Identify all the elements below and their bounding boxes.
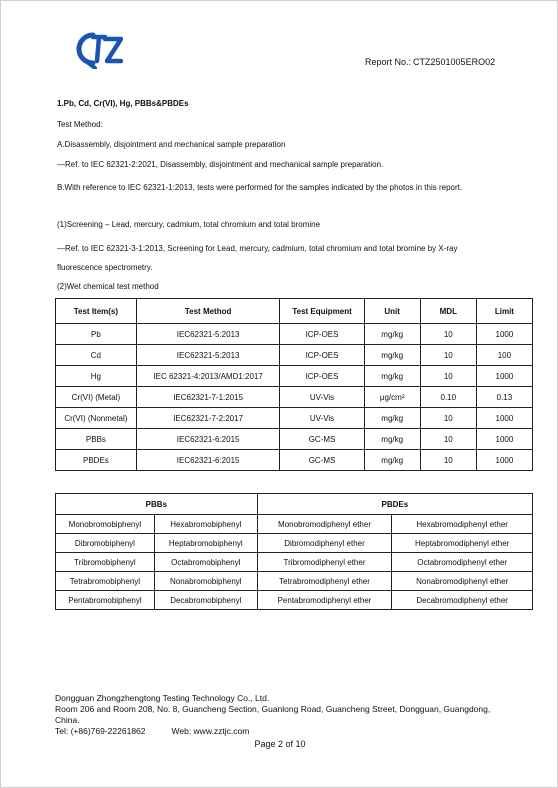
- table-cell: Heptabromodiphenyl ether: [392, 534, 533, 553]
- company-logo: [71, 29, 123, 69]
- table-row: [56, 534, 533, 553]
- table-cell: Dibromodiphenyl ether: [257, 534, 392, 553]
- table-cell: Pb: [56, 324, 137, 345]
- table-cell: Hexabromobiphenyl: [154, 515, 257, 534]
- table-row: [56, 345, 533, 366]
- contact-line: [55, 726, 505, 737]
- table-cell: mg/kg: [364, 345, 420, 366]
- method-a: A.Disassembly, disjointment and mechanical sample preparation: [57, 140, 286, 149]
- website: Web: www.zztjc.com: [171, 726, 250, 736]
- page-footer: [55, 693, 505, 737]
- table-cell: PBDEs: [56, 450, 137, 471]
- table-cell: IEC62321-6:2015: [136, 429, 280, 450]
- table-cell: mg/kg: [364, 324, 420, 345]
- company-name: Dongguan Zhongzhengtong Testing Technology Co., Ltd.: [55, 693, 270, 703]
- table-cell: mg/kg: [364, 408, 420, 429]
- table-cell: Tetrabromobiphenyl: [56, 572, 155, 591]
- table-cell: mg/kg: [364, 429, 420, 450]
- report-number-value: CTZ2501005ERO02: [413, 57, 496, 67]
- table-cell: mg/kg: [364, 366, 420, 387]
- table-row: [56, 387, 533, 408]
- table-cell: Decabromodiphenyl ether: [392, 591, 533, 610]
- table-cell: UV-Vis: [280, 387, 364, 408]
- table-cell: 1000: [476, 324, 532, 345]
- table-row: [56, 553, 533, 572]
- column-header: PBBs: [56, 494, 258, 515]
- table-cell: 10: [420, 366, 476, 387]
- table-cell: 0.13: [476, 387, 532, 408]
- column-header: PBDEs: [257, 494, 532, 515]
- table-header-row: [56, 299, 533, 324]
- column-header: Test Item(s): [56, 299, 137, 324]
- table-cell: 1000: [476, 450, 532, 471]
- column-header: Test Equipment: [280, 299, 364, 324]
- column-header: MDL: [420, 299, 476, 324]
- table-cell: μg/cm²: [364, 387, 420, 408]
- table-cell: Decabromobiphenyl: [154, 591, 257, 610]
- table-cell: IEC62321-7-1:2015: [136, 387, 280, 408]
- table-cell: Pentabromodiphenyl ether: [257, 591, 392, 610]
- table-cell: Cr(VI) (Metal): [56, 387, 137, 408]
- table-cell: 10: [420, 324, 476, 345]
- column-header: Unit: [364, 299, 420, 324]
- table-cell: ICP-OES: [280, 324, 364, 345]
- table-row: [56, 591, 533, 610]
- table-row: [56, 450, 533, 471]
- table-cell: IEC 62321-4:2013/AMD1:2017: [136, 366, 280, 387]
- test-method-section: [57, 99, 503, 291]
- telephone: Tel: (+86)769-22261862: [55, 726, 146, 736]
- column-header: Test Method: [136, 299, 280, 324]
- screening-method: (1)Screening – Lead, mercury, cadmium, total chromium and total bromine: [57, 220, 321, 229]
- test-method-label: Test Method:: [57, 120, 103, 129]
- report-number-label: Report No.:: [365, 57, 412, 67]
- table-row: [56, 408, 533, 429]
- table-row: [56, 429, 533, 450]
- table-cell: Tetrabromodiphenyl ether: [257, 572, 392, 591]
- table-cell: 1000: [476, 366, 532, 387]
- table-header-row: [56, 494, 533, 515]
- table-cell: IEC62321-5:2013: [136, 345, 280, 366]
- table-cell: Tribromobiphenyl: [56, 553, 155, 572]
- company-address: Room 206 and Room 208, No. 8, Guancheng Section, Guanlong Road, Guancheng Street, Dongguan, Guangdong, China.: [55, 704, 491, 725]
- table-cell: IEC62321-7-2:2017: [136, 408, 280, 429]
- table-cell: Octabromobiphenyl: [154, 553, 257, 572]
- table-cell: Hg: [56, 366, 137, 387]
- table-cell: Nonabromobiphenyl: [154, 572, 257, 591]
- table-row: [56, 515, 533, 534]
- table-cell: 10: [420, 429, 476, 450]
- table-row: [56, 366, 533, 387]
- report-number: [363, 57, 495, 67]
- table-cell: Tribromodiphenyl ether: [257, 553, 392, 572]
- table-cell: Dibromobiphenyl: [56, 534, 155, 553]
- table-cell: 100: [476, 345, 532, 366]
- test-items-table: [55, 298, 533, 471]
- table-cell: ICP-OES: [280, 366, 364, 387]
- table-cell: GC-MS: [280, 429, 364, 450]
- section-heading: 1.Pb, Cd, Cr(VI), Hg, PBBs&PBDEs: [57, 99, 189, 108]
- table-row: [56, 572, 533, 591]
- table-cell: Cr(VI) (Nonmetal): [56, 408, 137, 429]
- table-cell: mg/kg: [364, 450, 420, 471]
- table-cell: ICP-OES: [280, 345, 364, 366]
- compound-table: [55, 493, 533, 610]
- table-cell: Pentabromobiphenyl: [56, 591, 155, 610]
- table-cell: Cd: [56, 345, 137, 366]
- wet-chemical-method: (2)Wet chemical test method: [57, 282, 159, 291]
- table-cell: IEC62321-5:2013: [136, 324, 280, 345]
- table-cell: Hexabromodiphenyl ether: [392, 515, 533, 534]
- table-cell: GC-MS: [280, 450, 364, 471]
- table-cell: 10: [420, 345, 476, 366]
- method-b: B.With reference to IEC 62321-1:2013, tests were performed for the samples indicated by the photos in this report.: [57, 183, 463, 192]
- table-cell: Nonabromodiphenyl ether: [392, 572, 533, 591]
- table-cell: 0.10: [420, 387, 476, 408]
- table-cell: Monobromobiphenyl: [56, 515, 155, 534]
- table-cell: UV-Vis: [280, 408, 364, 429]
- table-cell: Monobromodiphenyl ether: [257, 515, 392, 534]
- table-cell: 10: [420, 450, 476, 471]
- column-header: Limit: [476, 299, 532, 324]
- table-cell: 10: [420, 408, 476, 429]
- table-row: [56, 324, 533, 345]
- table-cell: 1000: [476, 429, 532, 450]
- table-cell: 1000: [476, 408, 532, 429]
- table-cell: IEC62321-6:2015: [136, 450, 280, 471]
- table-cell: PBBs: [56, 429, 137, 450]
- screening-reference: —Ref. to IEC 62321-3-1:2013, Screening for Lead, mercury, cadmium, total chromium and total bromine by X-ray fluorescence spectrometry.: [57, 244, 458, 272]
- method-a-reference: —Ref. to IEC 62321-2:2021, Disassembly, disjointment and mechanical sample preparation.: [57, 160, 384, 169]
- table-cell: Octabromodiphenyl ether: [392, 553, 533, 572]
- page-number: Page 2 of 10: [254, 739, 306, 749]
- table-cell: Heptabromobiphenyl: [154, 534, 257, 553]
